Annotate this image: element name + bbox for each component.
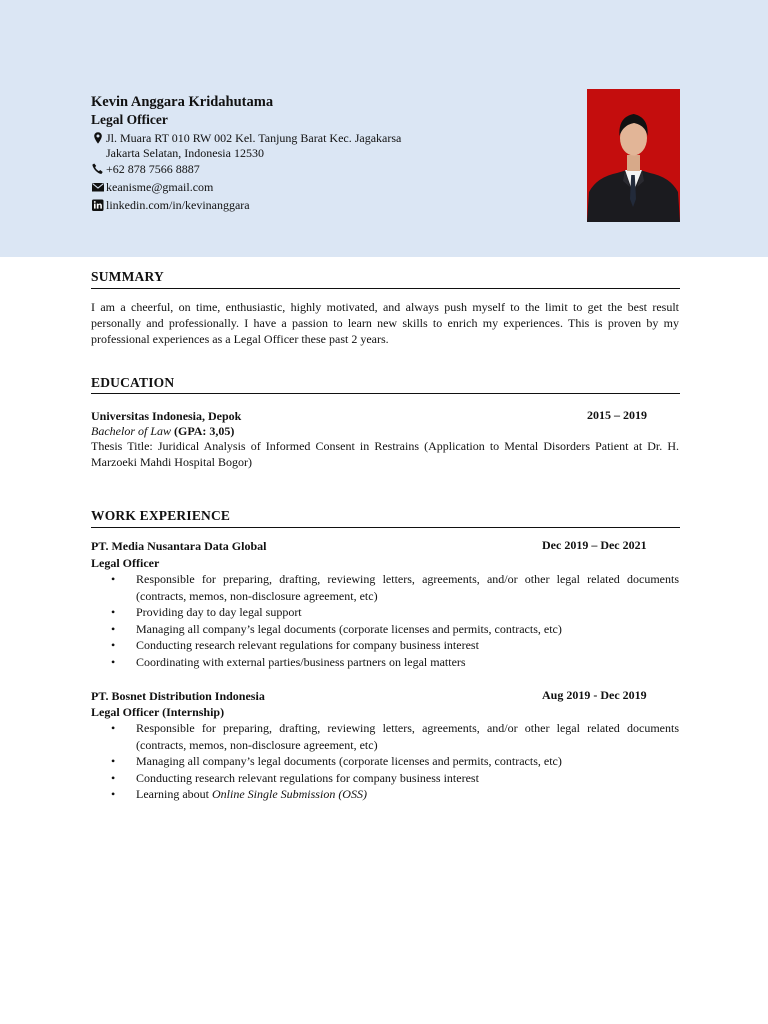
phone-icon: [91, 162, 105, 176]
location-pin-icon: [91, 131, 105, 145]
list-item: • Managing all company’s legal documents (corporate licenses and permits, contracts, etc): [111, 754, 562, 768]
job-company: PT. Bosnet Distribution Indonesia: [91, 689, 265, 703]
work-rule: [91, 527, 680, 528]
work-heading: WORK EXPERIENCE: [91, 508, 231, 523]
list-item: • Coordinating with external parties/business partners on legal matters: [111, 654, 466, 669]
degree-name: Bachelor of Law: [91, 424, 171, 438]
degree-line: [91, 423, 651, 439]
bullet-icon: •: [111, 605, 116, 619]
linkedin-line: [91, 198, 250, 213]
linkedin-url[interactable]: linkedin.com/in/kevinanggara: [106, 198, 250, 212]
phone-number: +62 878 7566 8887: [106, 162, 200, 176]
bullet-icon: •: [111, 770, 116, 785]
summary-heading: SUMMARY: [91, 269, 164, 284]
mail-icon: [91, 180, 105, 194]
summary-rule: [91, 288, 680, 289]
address-line1: Jl. Muara RT 010 RW 002 Kel. Tanjung Barat Kec. Jagakarsa: [106, 131, 402, 145]
list-item: • Learning about Online Single Submission (OSS): [111, 787, 367, 801]
list-item: • Providing day to day legal support: [111, 605, 302, 619]
email-line: [91, 180, 213, 195]
job-dates: Dec 2019 – Dec 2021: [542, 538, 647, 552]
candidate-name: Kevin Anggara Kridahutama: [91, 94, 274, 110]
email-address[interactable]: keanisme@gmail.com: [106, 180, 214, 194]
job-position: Legal Officer (Internship): [91, 705, 225, 719]
bullet-icon: •: [111, 754, 116, 768]
job-duties-list: [91, 571, 679, 670]
profile-photo: [587, 89, 680, 222]
phone-line: [91, 162, 200, 177]
bullet-icon: •: [111, 654, 116, 669]
bullet-icon: •: [111, 787, 116, 801]
list-item: • Managing all company’s legal documents (corporate licenses and permits, contracts, etc): [111, 621, 562, 636]
list-item: • Conducting research relevant regulations for company business interest: [111, 770, 479, 785]
list-item: • Responsible for preparing, drafting, reviewing letters, agreements, and/or other legal related documents (contracts, memos, non-disclosure agreement, etc): [111, 721, 679, 752]
address-line2: Jakarta Selatan, Indonesia 12530: [106, 146, 264, 160]
bullet-icon: •: [111, 621, 116, 636]
job-dates: Aug 2019 - Dec 2019: [542, 688, 647, 702]
education-years: 2015 – 2019: [587, 408, 647, 422]
job-position: Legal Officer: [91, 556, 160, 570]
bullet-icon: •: [111, 638, 116, 652]
education-heading: EDUCATION: [91, 375, 175, 390]
address-line: [91, 131, 401, 146]
job-duties-list: [91, 720, 679, 803]
list-item: • Responsible for preparing, drafting, reviewing letters, agreements, and/or other legal related documents (contracts, memos, non-disclosure agreement, etc): [111, 572, 679, 603]
linkedin-icon: [91, 198, 105, 212]
bullet-icon: •: [111, 721, 116, 735]
summary-text: I am a cheerful, on time, enthusiastic, highly motivated, and always push myself to the limit to get the best result personally and professionally. I have a passion to learn new skills to enrich my experiences. This is proven by my professional experiences as a Legal Officer these past 2 years.: [91, 300, 679, 346]
bullet-icon: •: [111, 572, 116, 586]
list-item: • Conducting research relevant regulations for company business interest: [111, 638, 479, 652]
school-name: Universitas Indonesia, Depok: [91, 409, 242, 423]
gpa: (GPA: 3,05): [174, 424, 235, 438]
candidate-role: Legal Officer: [91, 112, 168, 127]
job-company: PT. Media Nusantara Data Global: [91, 539, 267, 553]
education-rule: [91, 393, 680, 394]
thesis-title: Thesis Title: Juridical Analysis of Informed Consent in Restrains (Application to Mental Disorders Patient at Dr. H. Marzoeki Mahdi Hospital Bogor): [91, 439, 679, 469]
